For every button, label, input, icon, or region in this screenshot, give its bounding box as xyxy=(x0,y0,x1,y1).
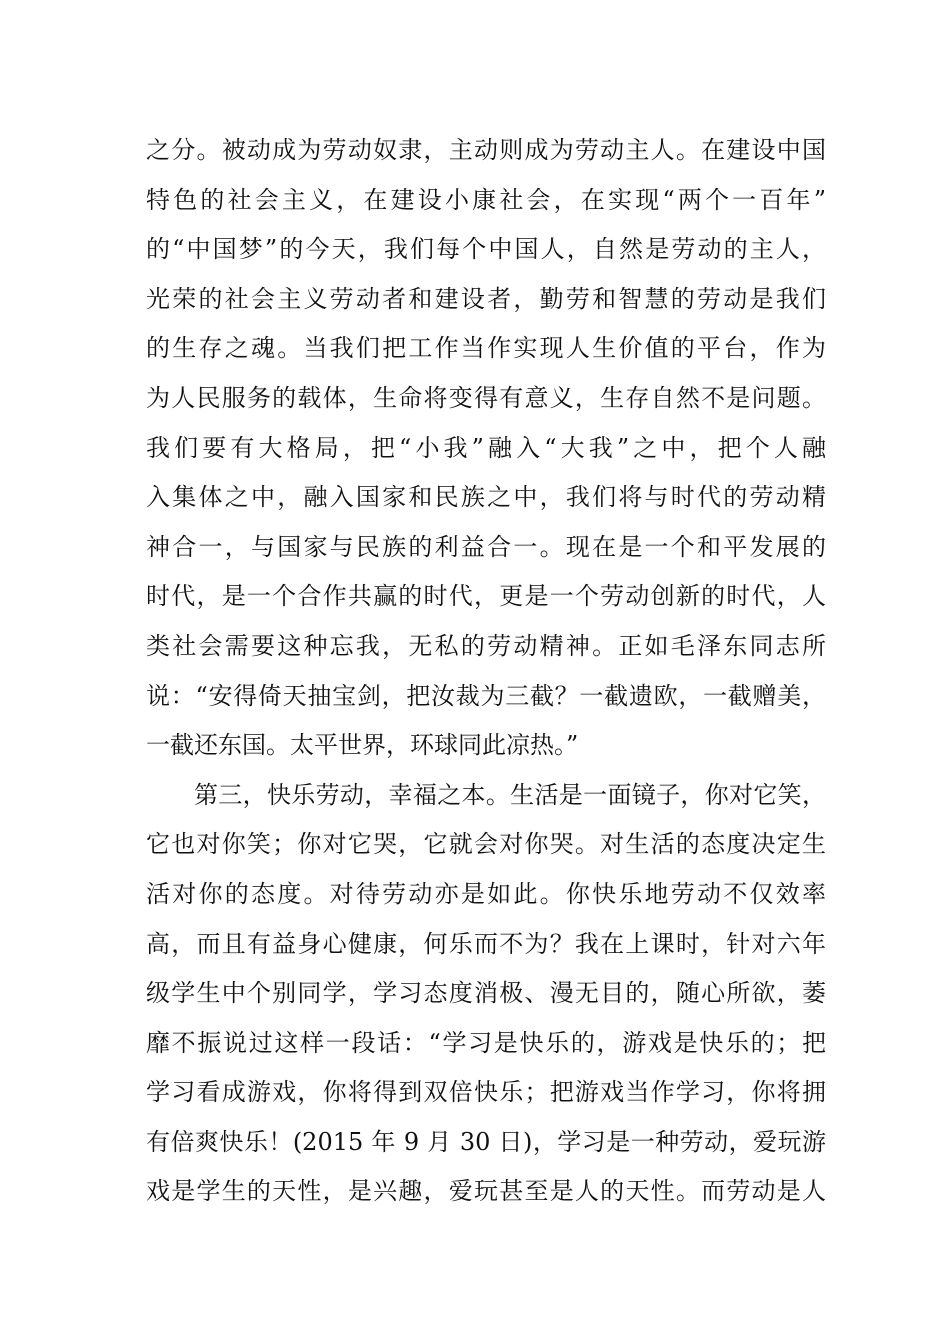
text-line: 活对你的态度。对待劳动亦是如此。你快乐地劳动不仅效率 xyxy=(146,879,826,908)
text-line: 靡不振说过这样一段话：“学习是快乐的，游戏是快乐的；把 xyxy=(146,1028,826,1057)
text-line: 说：“安得倚天抽宝剑，把汝裁为三截？一截遗欧，一截赠美， xyxy=(146,681,826,710)
text-line: 类社会需要这种忘我，无私的劳动精神。正如毛泽东同志所 xyxy=(146,631,826,660)
paragraph-start-line: 第三，快乐劳动，幸福之本。生活是一面镜子，你对它笑， xyxy=(194,780,826,809)
text-line: 入集体之中，融入国家和民族之中，我们将与时代的劳动精 xyxy=(146,483,826,512)
text-line: 的“中国梦”的今天，我们每个中国人，自然是劳动的主人， xyxy=(146,235,826,264)
text-line: 光荣的社会主义劳动者和建设者，勤劳和智慧的劳动是我们 xyxy=(146,284,826,313)
body-text xyxy=(146,126,826,1217)
text-line: 有倍爽快乐！(2015 年 9 月 30 日)，学习是一种劳动，爱玩游 xyxy=(146,1127,826,1156)
text-line: 它也对你笑；你对它哭，它就会对你哭。对生活的态度决定生 xyxy=(146,830,826,859)
text-line: 一截还东国。太平世界，环球同此凉热。” xyxy=(146,731,579,760)
text-line: 神合一，与国家与民族的利益合一。现在是一个和平发展的 xyxy=(146,532,826,561)
text-line: 级学生中个别同学，学习态度消极、漫无目的，随心所欲，萎 xyxy=(146,979,826,1008)
text-line: 特色的社会主义，在建设小康社会，在实现“两个一百年” xyxy=(146,185,826,214)
text-line: 之分。被动成为劳动奴隶，主动则成为劳动主人。在建设中国 xyxy=(146,136,826,164)
text-line: 的生存之魂。当我们把工作当作实现人生价值的平台，作为 xyxy=(146,334,826,363)
text-line: 学习看成游戏，你将得到双倍快乐；把游戏当作学习，你将拥 xyxy=(146,1078,826,1107)
text-line: 戏是学生的天性，是兴趣，爱玩甚至是人的天性。而劳动是人 xyxy=(146,1177,826,1206)
text-line: 高，而且有益身心健康，何乐而不为？我在上课时，针对六年 xyxy=(146,929,826,958)
text-line: 时代，是一个合作共赢的时代，更是一个劳动创新的时代，人 xyxy=(146,582,826,611)
text-line: 我们要有大格局，把“小我”融入“大我”之中，把个人融 xyxy=(146,433,826,462)
text-line: 为人民服务的载体，生命将变得有意义，生存自然不是问题。 xyxy=(146,383,826,412)
